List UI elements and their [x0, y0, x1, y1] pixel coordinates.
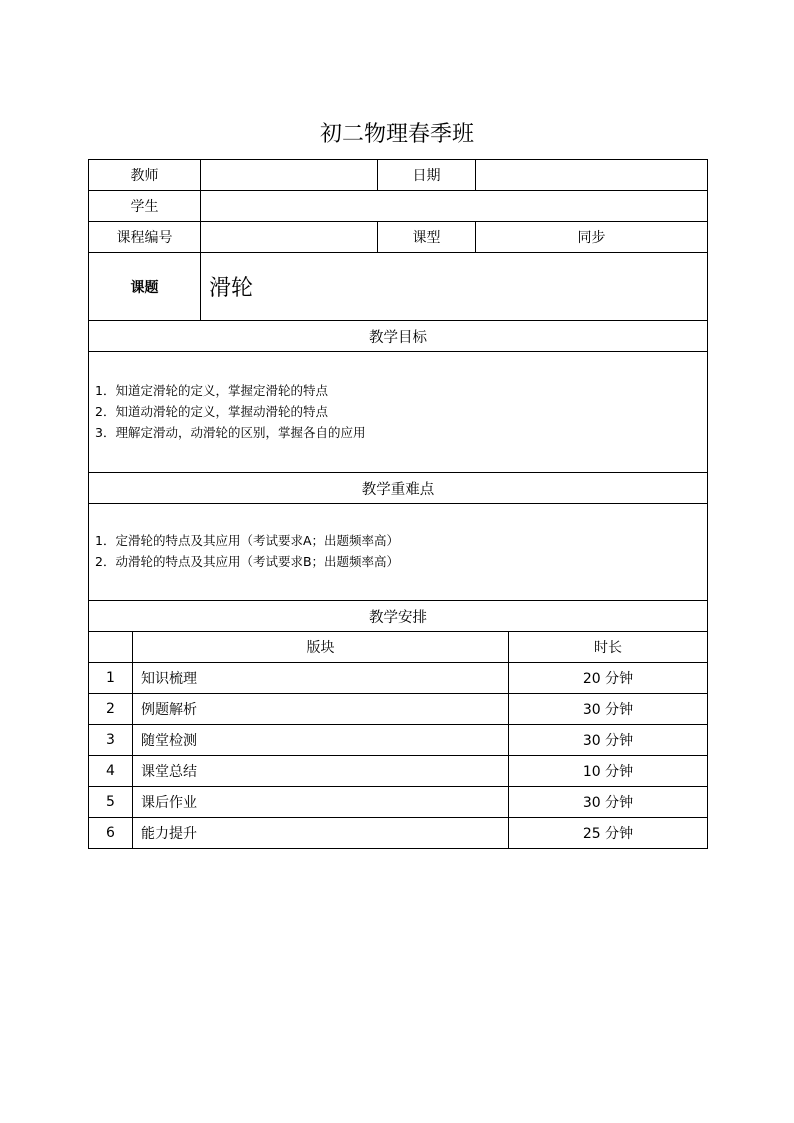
- row-number: 6: [89, 818, 133, 849]
- goal-item: 3．理解定滑动，动滑轮的区别，掌握各自的应用: [95, 425, 366, 440]
- goals-list: [89, 352, 708, 473]
- goal-item: 1．知道定滑轮的定义，掌握定滑轮的特点: [95, 383, 328, 398]
- row-section: 课后作业: [133, 787, 509, 818]
- goal-item: 2．知道动滑轮的定义，掌握动滑轮的特点: [95, 404, 328, 419]
- student-label: 学生: [89, 191, 201, 222]
- row-number: 3: [89, 725, 133, 756]
- page-title: 初二物理春季班: [319, 122, 474, 147]
- schedule-heading: 教学安排: [89, 601, 708, 632]
- table-row: [89, 663, 708, 694]
- key-point-item: 1．定滑轮的特点及其应用（考试要求A；出题频率高）: [95, 533, 400, 548]
- date-label: 日期: [378, 160, 476, 191]
- row-duration: 20 分钟: [509, 663, 708, 694]
- topic-field[interactable]: 滑轮: [201, 253, 708, 321]
- row-number: 4: [89, 756, 133, 787]
- row-number: 1: [89, 663, 133, 694]
- row-duration: 10 分钟: [509, 756, 708, 787]
- key-points-heading: 教学重难点: [89, 473, 708, 504]
- topic-label: 课题: [89, 253, 201, 321]
- row-number: 5: [89, 787, 133, 818]
- teacher-label: 教师: [89, 160, 201, 191]
- row-section: 能力提升: [133, 818, 509, 849]
- teacher-field[interactable]: [201, 160, 378, 191]
- key-point-item: 2．动滑轮的特点及其应用（考试要求B；出题频率高）: [95, 554, 400, 569]
- row-duration: 30 分钟: [509, 694, 708, 725]
- table-row: [89, 756, 708, 787]
- key-points-list: [89, 504, 708, 601]
- row-duration: 30 分钟: [509, 725, 708, 756]
- row-number: 2: [89, 694, 133, 725]
- date-field[interactable]: [476, 160, 708, 191]
- type-field[interactable]: 同步: [476, 222, 708, 253]
- table-row: [89, 725, 708, 756]
- schedule-no-header: [89, 632, 133, 663]
- row-duration: 25 分钟: [509, 818, 708, 849]
- row-duration: 30 分钟: [509, 787, 708, 818]
- student-field[interactable]: [201, 191, 708, 222]
- schedule-section-header: 版块: [133, 632, 509, 663]
- lesson-plan-table: [88, 159, 708, 849]
- type-label: 课型: [378, 222, 476, 253]
- goals-heading: 教学目标: [89, 321, 708, 352]
- table-row: [89, 694, 708, 725]
- row-section: 例题解析: [133, 694, 509, 725]
- row-section: 知识梳理: [133, 663, 509, 694]
- course-no-label: 课程编号: [89, 222, 201, 253]
- table-row: [89, 787, 708, 818]
- course-no-field[interactable]: [201, 222, 378, 253]
- row-section: 随堂检测: [133, 725, 509, 756]
- schedule-duration-header: 时长: [509, 632, 708, 663]
- row-section: 课堂总结: [133, 756, 509, 787]
- table-row: [89, 818, 708, 849]
